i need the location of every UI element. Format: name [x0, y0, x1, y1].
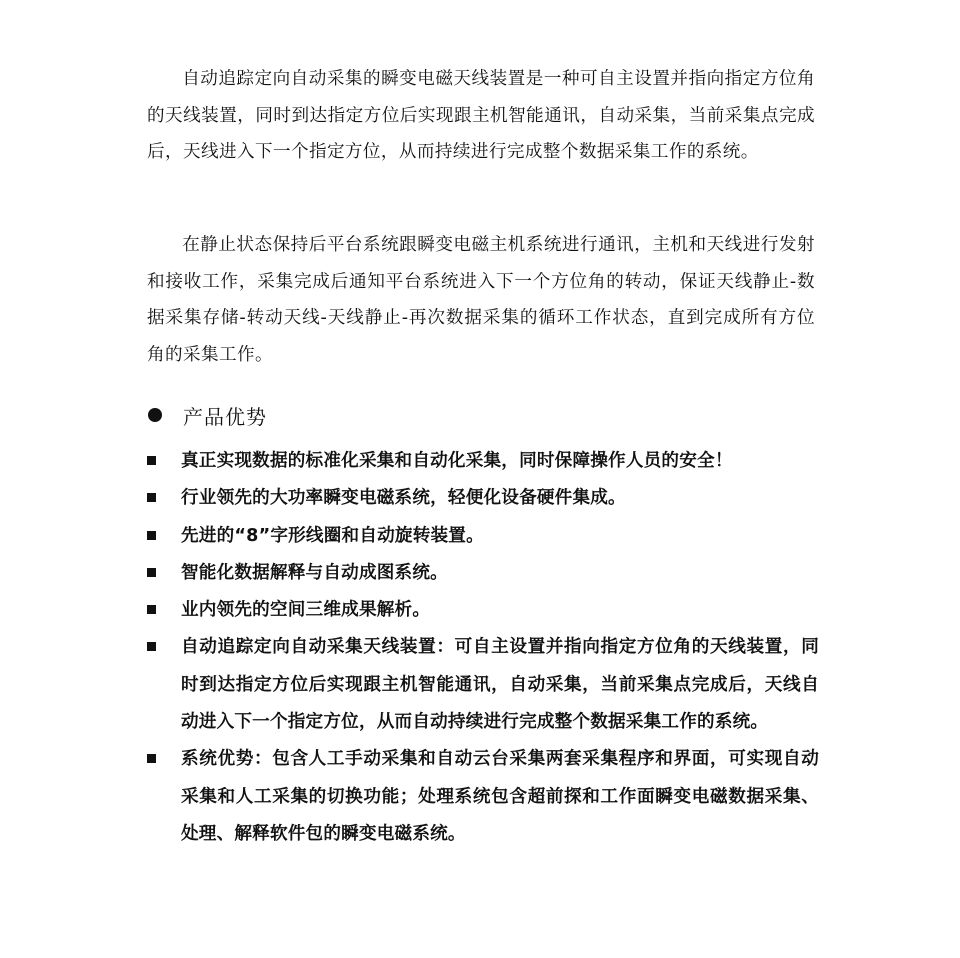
list-item — [147, 480, 819, 517]
square-bullet-icon — [147, 493, 156, 502]
square-bullet-icon — [147, 531, 156, 540]
intro-paragraph-1: 自动追踪定向自动采集的瞬变电磁天线装置是一种可自主设置并指向指定方位角的天线装置，同时到达指定方位后实现跟主机智能通讯，自动采集，当前采集点完成后，天线进入下一个指定方位，从而持续进行完成整个数据采集工作的系统。 — [147, 69, 815, 162]
list-item — [147, 741, 819, 853]
list-item-text: 先进的“8”字形线圈和自动旋转装置。 — [181, 525, 484, 546]
intro-paragraph-2: 在静止状态保持后平台系统跟瞬变电磁主机系统进行通讯，主机和天线进行发射和接收工作，采集完成后通知平台系统进入下一个方位角的转动，保证天线静止-数据采集存储-转动天线-天线静止-再次数据采集的循环工作状态，直到完成所有方位角的采集工作。 — [147, 235, 815, 365]
list-item-text: 自动追踪定向自动采集天线装置：可自主设置并指向指定方位角的天线装置，同时到达指定方位后实现跟主机智能通讯，自动采集，当前采集点完成后，天线自动进入下一个指定方位，从而自动持续进行完成整个数据采集工作的系统。 — [181, 637, 819, 733]
list-item-text: 系统优势：包含人工手动采集和自动云台采集两套采集程序和界面，可实现自动采集和人工采集的切换功能；处理系统包含超前探和工作面瞬变电磁数据采集、处理、解释软件包的瞬变电磁系统。 — [181, 749, 819, 844]
square-bullet-icon — [147, 642, 156, 651]
list-item-text: 智能化数据解释与自动成图系统。 — [181, 562, 448, 583]
advantages-list — [147, 443, 819, 853]
list-item — [147, 592, 819, 629]
section-heading-advantages — [147, 398, 267, 432]
section-heading-text: 产品优势 — [183, 404, 267, 429]
list-item — [147, 629, 819, 741]
square-bullet-icon — [147, 456, 156, 465]
square-bullet-icon — [147, 754, 156, 763]
list-item — [147, 518, 819, 555]
list-item-text: 真正实现数据的标准化采集和自动化采集，同时保障操作人员的安全！ — [181, 451, 733, 471]
list-item-text: 业内领先的空间三维成果解析。 — [181, 600, 431, 621]
bullet-dot-icon — [148, 408, 162, 422]
square-bullet-icon — [147, 605, 156, 614]
list-item — [147, 443, 819, 480]
list-item-text: 行业领先的大功率瞬变电磁系统，轻便化设备硬件集成。 — [181, 488, 626, 509]
square-bullet-icon — [147, 568, 156, 577]
list-item — [147, 555, 819, 592]
